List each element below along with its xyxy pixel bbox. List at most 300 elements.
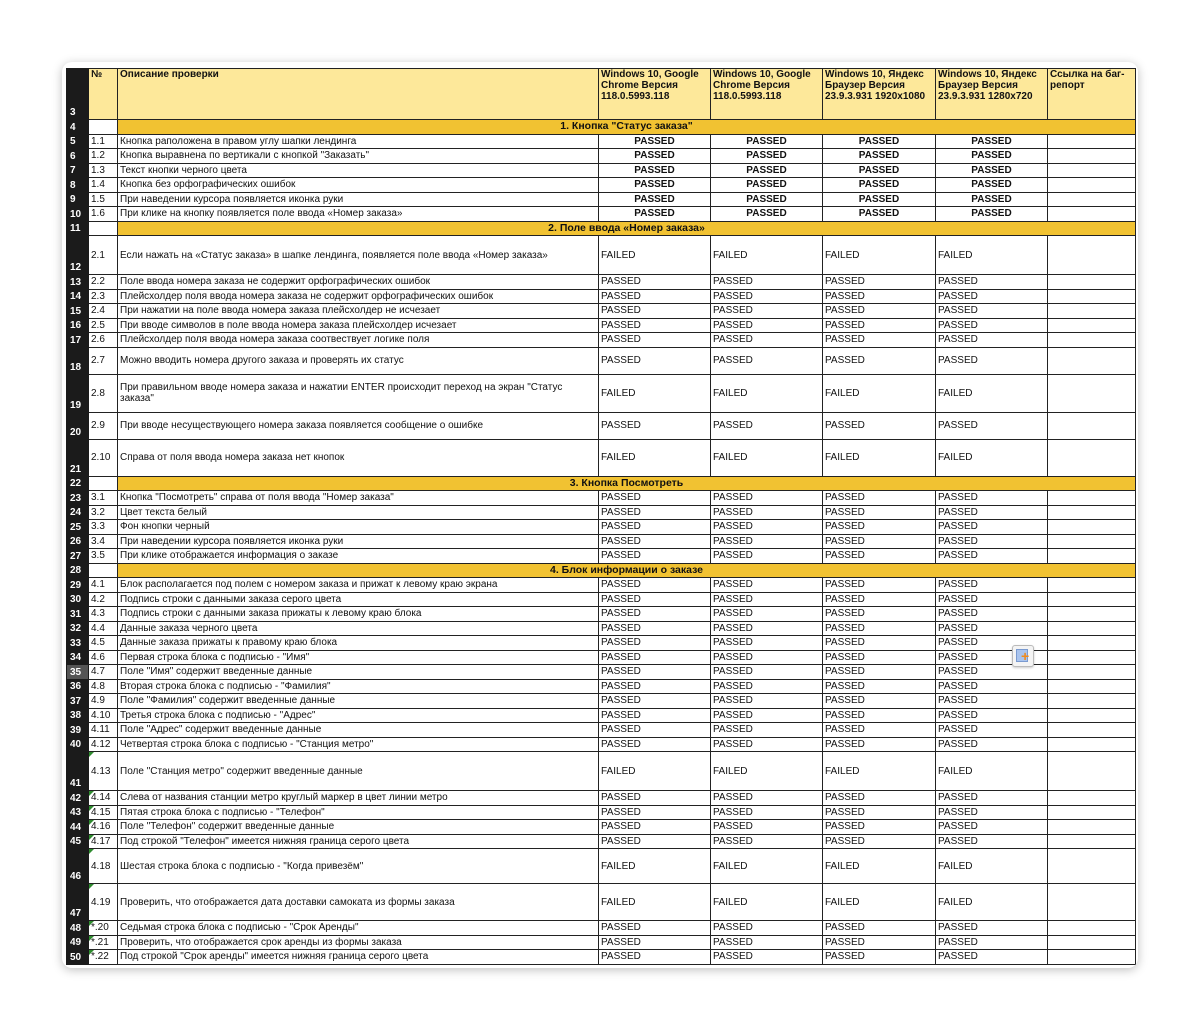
bug-link-cell[interactable] [1048,820,1136,835]
result-cell[interactable]: FAILED [823,849,936,884]
description-cell[interactable]: Справа от поля ввода номера заказа нет кнопок [118,439,599,476]
result-cell[interactable]: FAILED [711,439,823,476]
description-cell[interactable]: Если нажать на «Статус заказа» в шапке лендинга, появляется поле ввода «Номер заказа» [118,236,599,275]
number-cell[interactable]: 2.2 [89,275,118,290]
result-cell[interactable]: PASSED [936,304,1048,319]
number-cell[interactable]: 1.5 [89,192,118,207]
result-cell[interactable]: PASSED [936,665,1048,680]
number-cell[interactable]: 3.3 [89,520,118,535]
bug-link-cell[interactable] [1048,636,1136,651]
row-header[interactable]: 49 [67,935,89,950]
result-cell[interactable]: PASSED [599,163,711,178]
row-header[interactable]: 26 [67,534,89,549]
row-header[interactable]: 4 [67,120,89,135]
row-header[interactable]: 15 [67,304,89,319]
result-cell[interactable]: PASSED [599,820,711,835]
result-cell[interactable]: PASSED [823,520,936,535]
description-cell[interactable]: Четвертая строка блока с подписью - "Станция метро" [118,737,599,752]
section-title[interactable]: 1. Кнопка "Статус заказа" [118,120,1136,135]
result-cell[interactable]: PASSED [711,665,823,680]
result-cell[interactable]: PASSED [936,275,1048,290]
number-cell[interactable]: *.20 [89,921,118,936]
description-cell[interactable]: Данные заказа прижаты к правому краю блока [118,636,599,651]
result-cell[interactable]: PASSED [823,578,936,593]
result-cell[interactable]: PASSED [823,935,936,950]
row-header[interactable]: 50 [67,950,89,965]
number-cell[interactable]: 2.9 [89,412,118,439]
result-cell[interactable]: PASSED [936,950,1048,965]
header-env-2[interactable]: Windows 10, Google Chrome Версия 118.0.5993.118 [711,69,823,120]
number-cell[interactable]: 3.1 [89,491,118,506]
result-cell[interactable]: PASSED [599,694,711,709]
result-cell[interactable]: PASSED [711,333,823,348]
result-cell[interactable]: FAILED [936,439,1048,476]
result-cell[interactable]: FAILED [711,752,823,791]
result-cell[interactable]: PASSED [936,178,1048,193]
result-cell[interactable]: PASSED [936,805,1048,820]
description-cell[interactable]: Текст кнопки черного цвета [118,163,599,178]
number-cell[interactable]: 4.1 [89,578,118,593]
result-cell[interactable]: PASSED [711,950,823,965]
row-header[interactable]: 19 [67,374,89,412]
bug-link-cell[interactable] [1048,207,1136,222]
row-header[interactable]: 29 [67,578,89,593]
number-cell[interactable]: 4.3 [89,607,118,622]
result-cell[interactable]: PASSED [823,820,936,835]
result-cell[interactable]: PASSED [711,621,823,636]
result-cell[interactable]: PASSED [823,149,936,164]
bug-link-cell[interactable] [1048,578,1136,593]
description-cell[interactable]: При наведении курсора появляется иконка руки [118,534,599,549]
result-cell[interactable]: PASSED [936,347,1048,374]
number-cell[interactable]: 1.4 [89,178,118,193]
number-cell[interactable]: 4.11 [89,723,118,738]
number-cell[interactable]: 2.8 [89,374,118,412]
row-header[interactable]: 41 [67,752,89,791]
bug-link-cell[interactable] [1048,665,1136,680]
result-cell[interactable]: PASSED [823,708,936,723]
bug-link-cell[interactable] [1048,694,1136,709]
result-cell[interactable]: FAILED [711,849,823,884]
result-cell[interactable]: FAILED [936,752,1048,791]
row-header[interactable]: 47 [67,884,89,921]
result-cell[interactable]: PASSED [936,149,1048,164]
result-cell[interactable]: PASSED [599,834,711,849]
result-cell[interactable]: PASSED [936,534,1048,549]
result-cell[interactable]: PASSED [936,318,1048,333]
result-cell[interactable]: PASSED [599,207,711,222]
result-cell[interactable]: PASSED [711,679,823,694]
description-cell[interactable]: Данные заказа черного цвета [118,621,599,636]
number-cell[interactable]: 4.17 [89,834,118,849]
description-cell[interactable]: При правильном вводе номера заказа и нажатии ENTER происходит переход на экран "Статус заказа" [118,374,599,412]
bug-link-cell[interactable] [1048,304,1136,319]
number-cell[interactable]: 2.7 [89,347,118,374]
result-cell[interactable]: FAILED [711,236,823,275]
row-header[interactable]: 39 [67,723,89,738]
result-cell[interactable]: PASSED [711,636,823,651]
result-cell[interactable]: PASSED [936,592,1048,607]
description-cell[interactable]: Кнопка "Посмотреть" справа от поля ввода "Номер заказа" [118,491,599,506]
description-cell[interactable]: Поле "Адрес" содержит введенные данные [118,723,599,738]
description-cell[interactable]: Первая строка блока с подписью - "Имя" [118,650,599,665]
result-cell[interactable]: PASSED [936,333,1048,348]
result-cell[interactable]: PASSED [599,134,711,149]
result-cell[interactable]: PASSED [711,347,823,374]
description-cell[interactable]: При нажатии на поле ввода номера заказа плейсхолдер не исчезает [118,304,599,319]
row-header[interactable]: 34 [67,650,89,665]
result-cell[interactable]: PASSED [936,491,1048,506]
result-cell[interactable]: PASSED [711,289,823,304]
result-cell[interactable]: FAILED [823,439,936,476]
number-cell[interactable]: 1.1 [89,134,118,149]
number-cell[interactable]: 4.15 [89,805,118,820]
number-cell[interactable]: 4.2 [89,592,118,607]
result-cell[interactable]: PASSED [823,921,936,936]
result-cell[interactable]: FAILED [599,884,711,921]
result-cell[interactable]: PASSED [823,178,936,193]
description-cell[interactable]: При клике отображается информация о заказе [118,549,599,564]
result-cell[interactable]: PASSED [823,723,936,738]
number-cell[interactable]: 4.13 [89,752,118,791]
bug-link-cell[interactable] [1048,950,1136,965]
result-cell[interactable]: PASSED [936,834,1048,849]
row-header[interactable]: 6 [67,149,89,164]
result-cell[interactable]: PASSED [936,820,1048,835]
result-cell[interactable]: PASSED [711,737,823,752]
bug-link-cell[interactable] [1048,505,1136,520]
paste-options-button[interactable] [1012,645,1034,667]
row-header[interactable]: 31 [67,607,89,622]
result-cell[interactable]: PASSED [599,805,711,820]
description-cell[interactable]: Проверить, что отображается дата доставки самоката из формы заказа [118,884,599,921]
number-cell[interactable]: 2.3 [89,289,118,304]
result-cell[interactable]: PASSED [599,950,711,965]
row-header[interactable]: 9 [67,192,89,207]
bug-link-cell[interactable] [1048,708,1136,723]
result-cell[interactable]: PASSED [599,791,711,806]
description-cell[interactable]: Под строкой "Срок аренды" имеется нижняя граница серого цвета [118,950,599,965]
number-cell[interactable]: 4.7 [89,665,118,680]
description-cell[interactable]: Поле "Станция метро" содержит введенные данные [118,752,599,791]
number-cell[interactable]: 4.14 [89,791,118,806]
description-cell[interactable]: Подпись строки с данными заказа серого цвета [118,592,599,607]
result-cell[interactable]: PASSED [823,694,936,709]
row-header[interactable]: 24 [67,505,89,520]
number-cell[interactable]: 1.6 [89,207,118,222]
description-cell[interactable]: При наведении курсора появляется иконка руки [118,192,599,207]
result-cell[interactable]: PASSED [823,134,936,149]
result-cell[interactable]: PASSED [711,805,823,820]
number-cell[interactable]: 4.10 [89,708,118,723]
number-cell[interactable] [89,120,118,135]
result-cell[interactable]: FAILED [936,374,1048,412]
result-cell[interactable]: FAILED [599,374,711,412]
result-cell[interactable]: PASSED [823,289,936,304]
row-header[interactable]: 48 [67,921,89,936]
row-header[interactable]: 23 [67,491,89,506]
result-cell[interactable]: PASSED [936,520,1048,535]
number-cell[interactable]: 4.6 [89,650,118,665]
row-header[interactable]: 46 [67,849,89,884]
description-cell[interactable]: Поле ввода номера заказа не содержит орфографических ошибок [118,275,599,290]
description-cell[interactable]: При вводе символов в поле ввода номера заказа плейсхолдер исчезает [118,318,599,333]
result-cell[interactable]: PASSED [823,347,936,374]
result-cell[interactable]: PASSED [823,163,936,178]
result-cell[interactable]: PASSED [936,134,1048,149]
description-cell[interactable]: Блок располагается под полем с номером заказа и прижат к левому краю экрана [118,578,599,593]
row-header[interactable]: 27 [67,549,89,564]
result-cell[interactable]: FAILED [711,884,823,921]
result-cell[interactable]: PASSED [823,412,936,439]
result-cell[interactable]: PASSED [711,935,823,950]
section-title[interactable]: 4. Блок информации о заказе [118,563,1136,578]
result-cell[interactable]: PASSED [599,289,711,304]
header-env-1[interactable]: Windows 10, Google Chrome Версия 118.0.5993.118 [599,69,711,120]
number-cell[interactable]: *.21 [89,935,118,950]
number-cell[interactable]: 4.4 [89,621,118,636]
row-header[interactable]: 40 [67,737,89,752]
result-cell[interactable]: PASSED [711,921,823,936]
bug-link-cell[interactable] [1048,192,1136,207]
result-cell[interactable]: FAILED [823,374,936,412]
result-cell[interactable]: FAILED [823,752,936,791]
result-cell[interactable]: PASSED [599,304,711,319]
result-cell[interactable]: PASSED [599,549,711,564]
result-cell[interactable]: PASSED [711,318,823,333]
row-header[interactable]: 20 [67,412,89,439]
result-cell[interactable]: PASSED [823,607,936,622]
result-cell[interactable]: PASSED [823,805,936,820]
result-cell[interactable]: PASSED [711,607,823,622]
row-header[interactable]: 10 [67,207,89,222]
number-cell[interactable]: 2.5 [89,318,118,333]
row-header[interactable]: 16 [67,318,89,333]
result-cell[interactable]: PASSED [599,412,711,439]
result-cell[interactable]: PASSED [936,621,1048,636]
result-cell[interactable]: PASSED [711,592,823,607]
result-cell[interactable]: PASSED [823,333,936,348]
description-cell[interactable]: Кнопка раположена в правом углу шапки лендинга [118,134,599,149]
description-cell[interactable]: Кнопка выравнена по вертикали с кнопкой "Заказать" [118,149,599,164]
bug-link-cell[interactable] [1048,178,1136,193]
number-cell[interactable]: 3.2 [89,505,118,520]
bug-link-cell[interactable] [1048,884,1136,921]
result-cell[interactable]: FAILED [599,752,711,791]
result-cell[interactable]: PASSED [936,935,1048,950]
result-cell[interactable]: PASSED [711,723,823,738]
number-cell[interactable]: 1.3 [89,163,118,178]
result-cell[interactable]: PASSED [936,578,1048,593]
result-cell[interactable]: PASSED [599,607,711,622]
row-header[interactable]: 22 [67,476,89,491]
result-cell[interactable]: PASSED [711,708,823,723]
description-cell[interactable]: Поле "Телефон" содержит введенные данные [118,820,599,835]
bug-link-cell[interactable] [1048,333,1136,348]
result-cell[interactable]: PASSED [711,163,823,178]
result-cell[interactable]: FAILED [711,374,823,412]
result-cell[interactable]: PASSED [599,505,711,520]
bug-link-cell[interactable] [1048,412,1136,439]
result-cell[interactable]: FAILED [823,884,936,921]
bug-link-cell[interactable] [1048,849,1136,884]
result-cell[interactable]: PASSED [711,134,823,149]
bug-link-cell[interactable] [1048,935,1136,950]
result-cell[interactable]: PASSED [599,679,711,694]
result-cell[interactable]: PASSED [711,207,823,222]
row-header[interactable]: 8 [67,178,89,193]
bug-link-cell[interactable] [1048,374,1136,412]
bug-link-cell[interactable] [1048,347,1136,374]
header-env-3[interactable]: Windows 10, Яндекс Браузер Версия 23.9.3.931 1920x1080 [823,69,936,120]
result-cell[interactable]: PASSED [936,708,1048,723]
result-cell[interactable]: PASSED [711,192,823,207]
row-header[interactable]: 45 [67,834,89,849]
description-cell[interactable]: Плейсхолдер поля ввода номера заказа не содержит орфографических ошибок [118,289,599,304]
description-cell[interactable]: Цвет текста белый [118,505,599,520]
result-cell[interactable]: PASSED [599,708,711,723]
result-cell[interactable]: PASSED [823,207,936,222]
bug-link-cell[interactable] [1048,439,1136,476]
row-header[interactable]: 17 [67,333,89,348]
result-cell[interactable]: PASSED [711,694,823,709]
result-cell[interactable]: PASSED [599,592,711,607]
description-cell[interactable]: Фон кнопки черный [118,520,599,535]
number-cell[interactable]: 3.4 [89,534,118,549]
result-cell[interactable]: PASSED [711,491,823,506]
result-cell[interactable]: PASSED [936,163,1048,178]
header-env-4[interactable]: Windows 10, Яндекс Браузер Версия 23.9.3.931 1280x720 [936,69,1048,120]
bug-link-cell[interactable] [1048,549,1136,564]
result-cell[interactable]: PASSED [823,834,936,849]
result-cell[interactable]: PASSED [936,791,1048,806]
row-header[interactable]: 44 [67,820,89,835]
row-header[interactable]: 21 [67,439,89,476]
description-cell[interactable]: Кнопка без орфографических ошибок [118,178,599,193]
result-cell[interactable]: PASSED [711,275,823,290]
result-cell[interactable]: PASSED [936,207,1048,222]
number-cell[interactable]: 1.2 [89,149,118,164]
bug-link-cell[interactable] [1048,679,1136,694]
description-cell[interactable]: Проверить, что отображается срок аренды из формы заказа [118,935,599,950]
result-cell[interactable]: PASSED [823,192,936,207]
result-cell[interactable]: PASSED [599,333,711,348]
bug-link-cell[interactable] [1048,650,1136,665]
result-cell[interactable]: PASSED [823,592,936,607]
result-cell[interactable]: PASSED [823,621,936,636]
result-cell[interactable]: PASSED [711,578,823,593]
result-cell[interactable]: FAILED [936,884,1048,921]
result-cell[interactable]: PASSED [936,921,1048,936]
description-cell[interactable]: При вводе несуществующего номера заказа появляется сообщение о ошибке [118,412,599,439]
number-cell[interactable] [89,221,118,236]
result-cell[interactable]: PASSED [599,318,711,333]
description-cell[interactable]: Третья строка блока с подписью - "Адрес" [118,708,599,723]
result-cell[interactable]: FAILED [823,236,936,275]
result-cell[interactable]: PASSED [599,921,711,936]
result-cell[interactable]: PASSED [823,636,936,651]
result-cell[interactable]: PASSED [711,650,823,665]
result-cell[interactable]: PASSED [936,505,1048,520]
number-cell[interactable] [89,476,118,491]
result-cell[interactable]: PASSED [823,505,936,520]
result-cell[interactable]: PASSED [711,534,823,549]
result-cell[interactable]: PASSED [823,275,936,290]
result-cell[interactable]: PASSED [599,520,711,535]
bug-link-cell[interactable] [1048,921,1136,936]
result-cell[interactable]: FAILED [599,236,711,275]
result-cell[interactable]: PASSED [936,412,1048,439]
result-cell[interactable]: FAILED [599,849,711,884]
row-header[interactable]: 12 [67,236,89,275]
result-cell[interactable]: PASSED [936,694,1048,709]
number-cell[interactable]: 4.5 [89,636,118,651]
bug-link-cell[interactable] [1048,737,1136,752]
row-header[interactable]: 13 [67,275,89,290]
bug-link-cell[interactable] [1048,592,1136,607]
result-cell[interactable]: PASSED [823,950,936,965]
bug-link-cell[interactable] [1048,607,1136,622]
result-cell[interactable]: PASSED [711,820,823,835]
bug-link-cell[interactable] [1048,723,1136,738]
result-cell[interactable]: PASSED [711,149,823,164]
result-cell[interactable]: PASSED [823,304,936,319]
result-cell[interactable]: PASSED [711,505,823,520]
description-cell[interactable]: При клике на кнопку появляется поле ввода «Номер заказа» [118,207,599,222]
result-cell[interactable]: PASSED [599,665,711,680]
description-cell[interactable]: Можно вводить номера другого заказа и проверять их статус [118,347,599,374]
bug-link-cell[interactable] [1048,289,1136,304]
row-header[interactable]: 28 [67,563,89,578]
result-cell[interactable]: PASSED [936,192,1048,207]
bug-link-cell[interactable] [1048,805,1136,820]
row-header[interactable]: 5 [67,134,89,149]
result-cell[interactable]: PASSED [599,650,711,665]
header-number[interactable]: № [89,69,118,120]
result-cell[interactable]: PASSED [599,737,711,752]
row-header[interactable]: 42 [67,791,89,806]
result-cell[interactable]: PASSED [823,318,936,333]
bug-link-cell[interactable] [1048,236,1136,275]
description-cell[interactable]: Седьмая строка блока с подписью - "Срок Аренды" [118,921,599,936]
section-title[interactable]: 3. Кнопка Посмотреть [118,476,1136,491]
number-cell[interactable]: 4.19 [89,884,118,921]
result-cell[interactable]: PASSED [823,791,936,806]
bug-link-cell[interactable] [1048,134,1136,149]
row-header[interactable]: 38 [67,708,89,723]
result-cell[interactable]: PASSED [599,192,711,207]
result-cell[interactable]: FAILED [936,849,1048,884]
description-cell[interactable]: Поле "Фамилия" содержит введенные данные [118,694,599,709]
header-bug-link[interactable]: Ссылка на баг-репорт [1048,69,1136,120]
result-cell[interactable]: PASSED [936,679,1048,694]
description-cell[interactable]: Под строкой "Телефон" имеется нижняя граница серого цвета [118,834,599,849]
bug-link-cell[interactable] [1048,791,1136,806]
result-cell[interactable]: PASSED [711,834,823,849]
bug-link-cell[interactable] [1048,621,1136,636]
result-cell[interactable]: PASSED [599,621,711,636]
header-description[interactable]: Описание проверки [118,69,599,120]
result-cell[interactable]: PASSED [599,935,711,950]
bug-link-cell[interactable] [1048,163,1136,178]
row-header[interactable]: 37 [67,694,89,709]
number-cell[interactable]: *.22 [89,950,118,965]
description-cell[interactable]: Поле "Имя" содержит введенные данные [118,665,599,680]
number-cell[interactable]: 4.12 [89,737,118,752]
row-header[interactable]: 36 [67,679,89,694]
number-cell[interactable]: 2.6 [89,333,118,348]
result-cell[interactable]: FAILED [599,439,711,476]
